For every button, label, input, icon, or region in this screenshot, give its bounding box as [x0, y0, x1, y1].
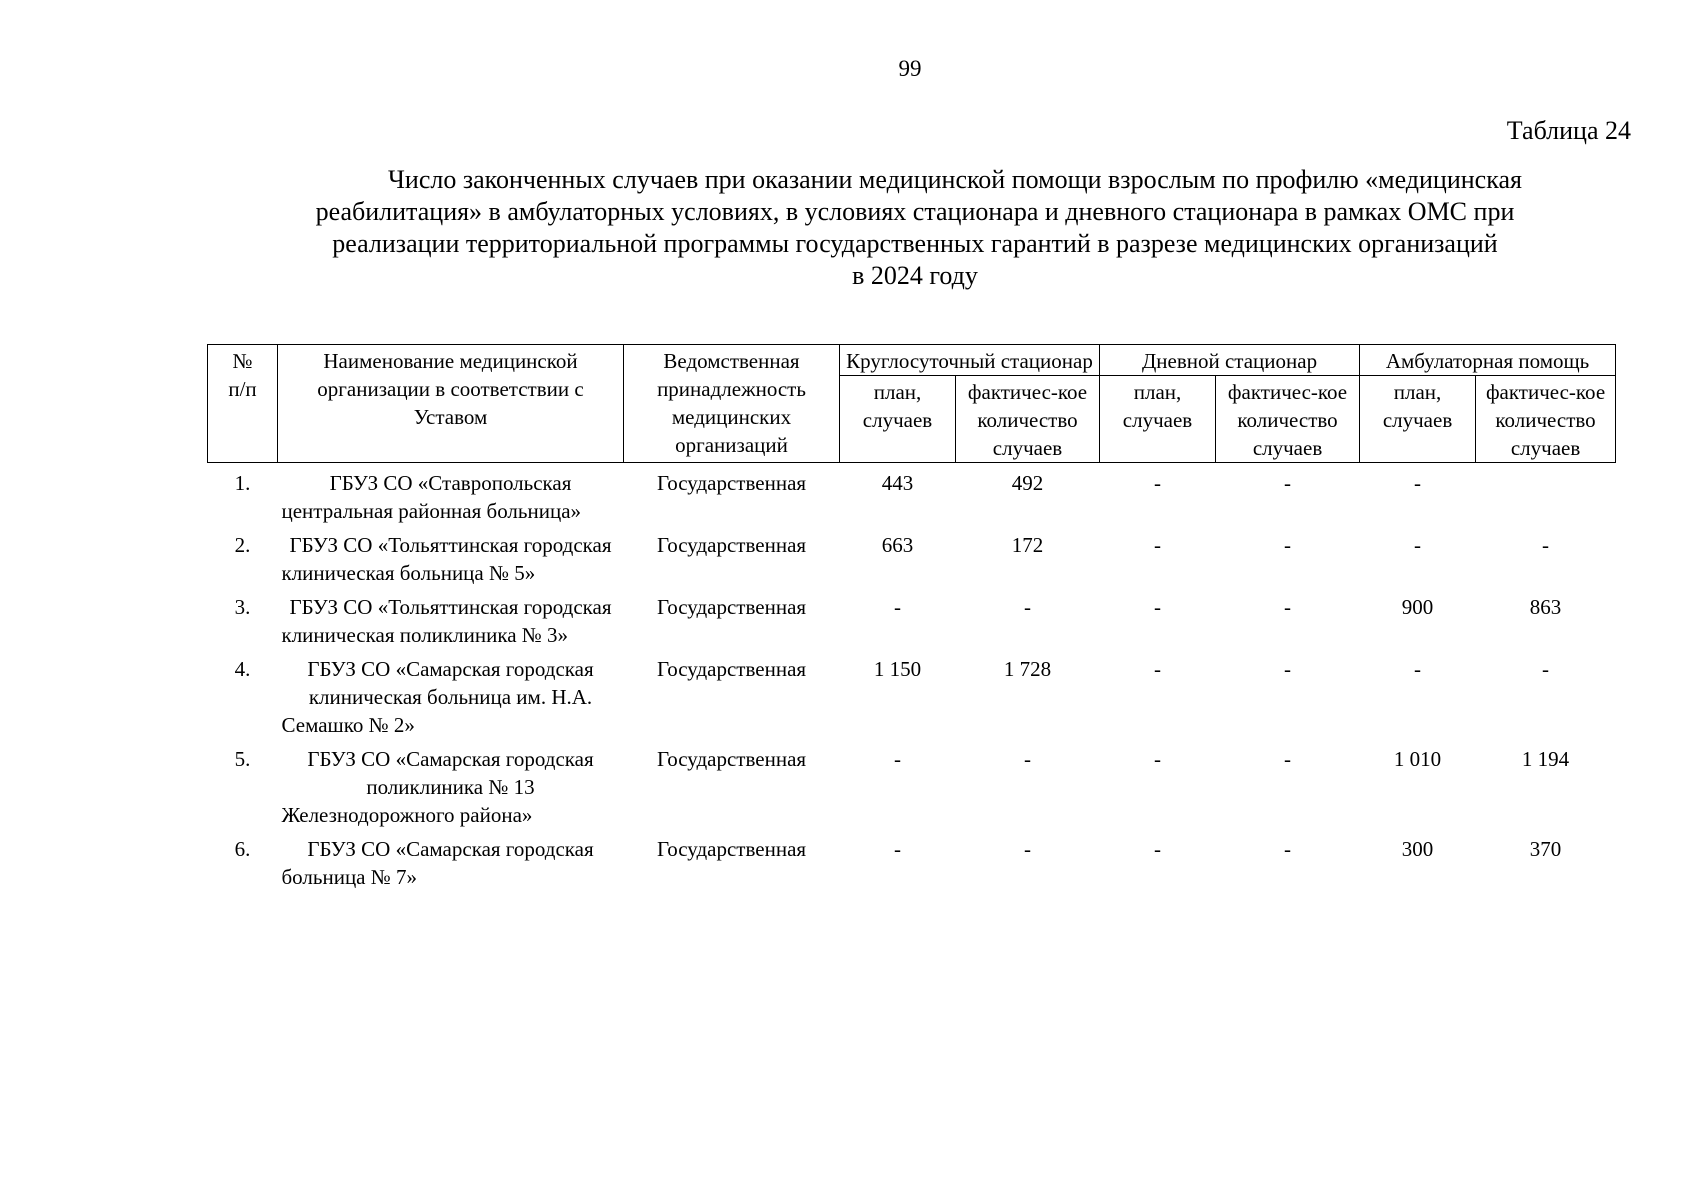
title-line: реализации территориальной программы государственных гарантий в разрезе медицинских организаций [332, 229, 1498, 258]
day-hospital-fact: - [1284, 657, 1292, 681]
outpatient-plan: 300 [1401, 837, 1434, 861]
cases-table [207, 344, 1616, 891]
department: Государственная [656, 471, 807, 495]
organization-name: ГБУЗ СО «Тольяттинская городская клиническая поликлиника № 3» [281, 595, 612, 647]
day-hospital-plan: - [1154, 471, 1162, 495]
document-title [250, 164, 1580, 292]
header-round-clock-hospital: Круглосуточный стационар [840, 345, 1100, 376]
day-hospital-fact: - [1284, 533, 1292, 557]
outpatient-plan: 900 [1401, 595, 1434, 619]
outpatient-fact: - [1542, 657, 1550, 681]
department: Государственная [656, 837, 807, 861]
round-clock-fact: - [1024, 595, 1031, 619]
day-hospital-plan: - [1154, 747, 1162, 771]
organization-name: ГБУЗ СО «Ставропольская центральная районная больница» [281, 471, 582, 523]
table-row [208, 739, 1616, 829]
table-row [208, 525, 1616, 587]
outpatient-plan: 1 010 [1393, 747, 1442, 771]
header-fact: фактичес-кое количество случаев [956, 376, 1100, 463]
day-hospital-plan: - [1154, 595, 1162, 619]
organization-name: ГБУЗ СО «Самарская городская клиническая больница им. Н.А. Семашко № 2» [281, 657, 594, 737]
title-line: в 2024 году [852, 261, 978, 290]
header-plan: план, случаев [1360, 376, 1476, 463]
round-clock-plan: - [894, 595, 901, 619]
row-number: 5. [234, 747, 251, 771]
outpatient-plan: - [1414, 657, 1422, 681]
table-row [208, 649, 1616, 739]
header-outpatient: Амбулаторная помощь [1360, 345, 1616, 376]
outpatient-plan: - [1414, 471, 1422, 495]
day-hospital-plan: - [1154, 533, 1162, 557]
organization-name: ГБУЗ СО «Самарская городская поликлиника № 13 Железнодорожного района» [281, 747, 594, 827]
round-clock-plan: 443 [881, 471, 914, 495]
round-clock-plan: 663 [881, 533, 914, 557]
round-clock-plan: 1 150 [873, 657, 922, 681]
table-label: Таблица 24 [1506, 116, 1631, 145]
round-clock-fact: 492 [1011, 471, 1044, 495]
header-fact: фактичес-кое количество случаев [1216, 376, 1360, 463]
table-row [208, 829, 1616, 891]
department: Государственная [656, 595, 807, 619]
outpatient-fact: - [1542, 533, 1550, 557]
outpatient-fact [1476, 463, 1616, 526]
department: Государственная [656, 747, 807, 771]
day-hospital-fact: - [1284, 747, 1292, 771]
header-num-abbr: п/п [228, 377, 257, 401]
outpatient-fact: 863 [1529, 595, 1562, 619]
row-number: 1. [234, 471, 251, 495]
header-fact: фактичес-кое количество случаев [1476, 376, 1616, 463]
header-num-symbol: № [232, 349, 253, 373]
table-row [208, 587, 1616, 649]
round-clock-fact: 1 728 [1003, 657, 1052, 681]
department: Государственная [656, 533, 807, 557]
organization-name: ГБУЗ СО «Тольяттинская городская клиническая больница № 5» [281, 533, 612, 585]
day-hospital-fact: - [1284, 837, 1292, 861]
row-number: 3. [234, 595, 251, 619]
table-row [208, 463, 1616, 526]
row-number: 4. [234, 657, 251, 681]
outpatient-fact: 1 194 [1521, 747, 1570, 771]
round-clock-fact: - [1024, 747, 1031, 771]
header-dept: Ведомственная принадлежность медицинских организаций [624, 345, 840, 463]
organization-name: ГБУЗ СО «Самарская городская больница № 7» [281, 837, 594, 889]
header-name: Наименование медицинской организации в соответствии с Уставом [278, 345, 624, 463]
header-day-hospital: Дневной стационар [1100, 345, 1360, 376]
header-plan: план, случаев [840, 376, 956, 463]
header-row [208, 345, 1616, 376]
header-plan: план, случаев [1100, 376, 1216, 463]
day-hospital-plan: - [1154, 657, 1162, 681]
title-line: Число законченных случаев при оказании медицинской помощи взрослым по профилю «медицинская [388, 165, 1522, 194]
row-number: 6. [234, 837, 251, 861]
day-hospital-plan: - [1154, 837, 1162, 861]
day-hospital-fact: - [1284, 471, 1292, 495]
department: Государственная [656, 657, 807, 681]
outpatient-fact: 370 [1529, 837, 1562, 861]
round-clock-fact: - [1024, 837, 1031, 861]
title-line: реабилитация» в амбулаторных условиях, в условиях стационара и дневного стационара в рамках ОМС при [315, 197, 1515, 226]
day-hospital-fact: - [1284, 595, 1292, 619]
round-clock-plan: - [894, 747, 901, 771]
round-clock-plan: - [894, 837, 901, 861]
outpatient-plan: - [1414, 533, 1422, 557]
page-number: 99 [898, 56, 922, 81]
header-num [208, 345, 278, 463]
row-number: 2. [234, 533, 251, 557]
round-clock-fact: 172 [1011, 533, 1044, 557]
